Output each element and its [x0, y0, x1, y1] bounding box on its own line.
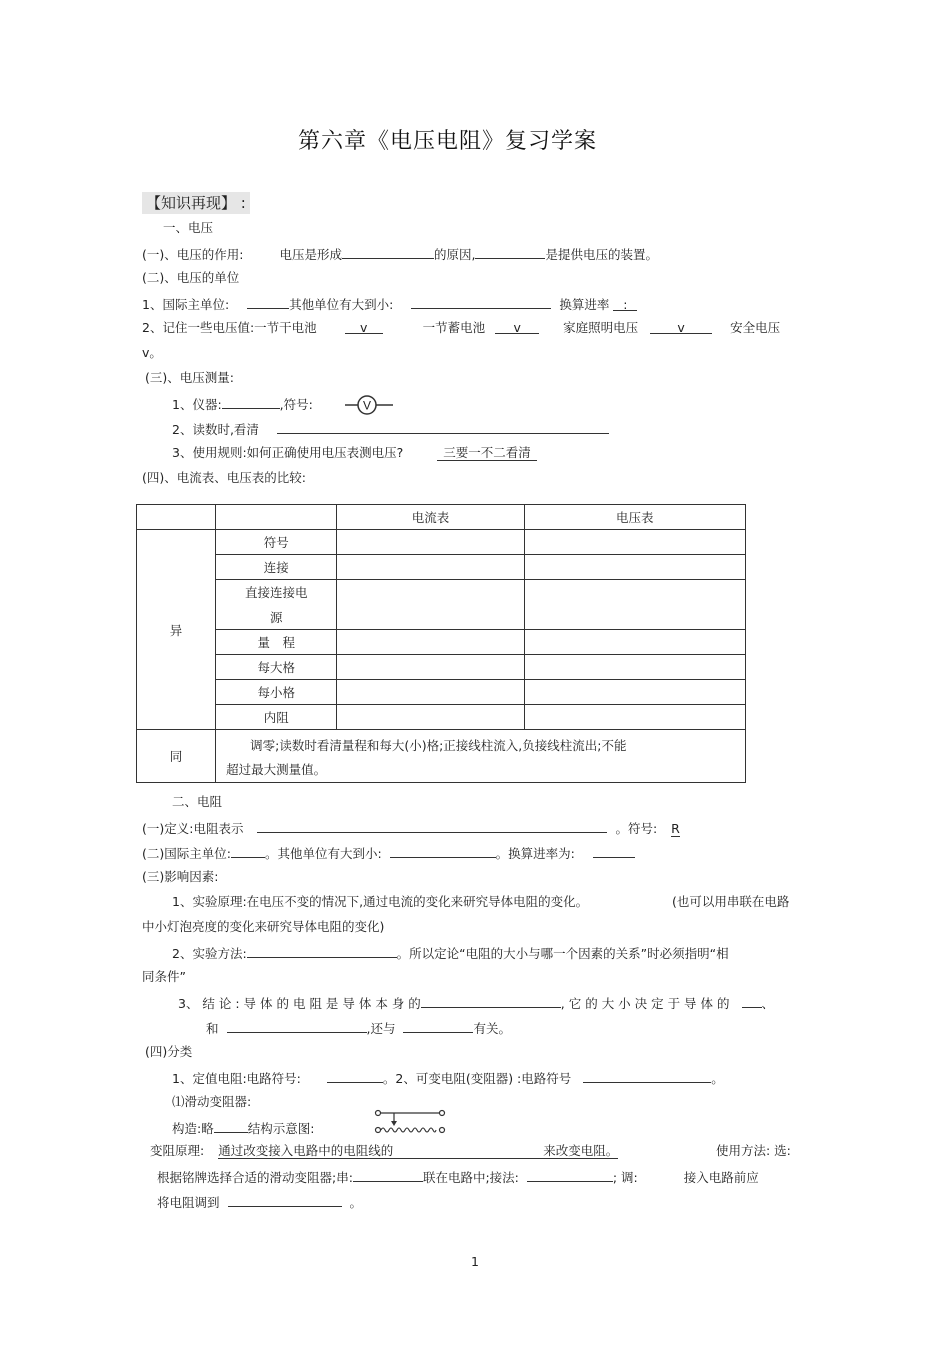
- unit-heading: (二)、电压的单位: [142, 270, 240, 285]
- blank[interactable]: [353, 1168, 423, 1182]
- conclusion-line2: [206, 1019, 511, 1037]
- measure-heading: (三)、电压测量:: [145, 370, 234, 385]
- exp-principle-line: 1、实验原理:在电压不变的情况下,通过电流的变化来研究导体电阻的变化。: [172, 894, 589, 909]
- compare-heading: (四)、电流表、电压表的比较:: [142, 470, 306, 485]
- reading-label: 2、读数时,看清: [172, 422, 259, 437]
- row-label: 直接连接电: [216, 580, 337, 605]
- conclusion-label: 3、 结 论 : 导 体 的 电 阻 是 导 体 本 身 的: [178, 996, 421, 1011]
- usage-line: [157, 1168, 759, 1186]
- conversion-label: 换算进率: [559, 297, 610, 312]
- classify-heading: (四)分类: [145, 1044, 193, 1059]
- symbol-label: 。符号:: [615, 821, 658, 836]
- voltage-role-line: [142, 245, 658, 263]
- row-label: 每大格: [216, 655, 337, 680]
- usage-answer: 三要一不二看清: [437, 445, 537, 461]
- comparison-table: [136, 504, 746, 783]
- usage-question: 3、使用规则:如何正确使用电压表测电压?: [172, 445, 404, 460]
- same-text: [216, 730, 746, 783]
- conclusion-end: 、: [761, 996, 775, 1011]
- table-cell[interactable]: [337, 705, 524, 730]
- classify-line: [172, 1069, 724, 1087]
- usage-method-label: 使用方法: 选:: [716, 1143, 791, 1158]
- other-units-label: 其他单位有大到小:: [289, 297, 394, 312]
- row-label: 量 程: [216, 630, 337, 655]
- other-label: 。其他单位有大到小:: [264, 846, 382, 861]
- method-tail-cont: 同条件”: [142, 969, 186, 984]
- same-text-line2: 超过最大测量值。: [226, 762, 327, 777]
- table-cell[interactable]: [524, 655, 745, 680]
- blank[interactable]: [345, 320, 383, 334]
- table-cell[interactable]: [524, 680, 745, 705]
- si-unit-label: 1、国际主单位:: [142, 297, 230, 312]
- usage-select-text: 根据铭牌选择合适的滑动变阻器;串:: [157, 1170, 353, 1185]
- voltmeter-symbol: [343, 394, 395, 416]
- safe-voltage-label: 安全电压: [730, 320, 781, 335]
- unit-v-end: v。: [142, 345, 162, 360]
- exp-principle-note: (也可以用串联在电路: [672, 894, 790, 909]
- resistance-unit-line: [142, 844, 635, 862]
- symbol-label: ,符号:: [279, 397, 313, 412]
- blank[interactable]: [214, 1119, 248, 1133]
- table-cell: [137, 505, 216, 530]
- diagram-label: 结构示意图:: [247, 1121, 315, 1136]
- blank[interactable]: [228, 1193, 342, 1207]
- blank[interactable]: [742, 994, 762, 1008]
- table-cell[interactable]: [337, 655, 524, 680]
- unit-v: v: [513, 320, 521, 335]
- colon: :: [623, 297, 628, 312]
- table-cell[interactable]: [337, 530, 524, 555]
- table-cell[interactable]: [337, 580, 524, 630]
- period: 。: [711, 1071, 724, 1086]
- fixed-resistor-label: 1、定值电阻:电路符号:: [172, 1071, 301, 1086]
- table-cell[interactable]: [524, 555, 745, 580]
- blank[interactable]: [421, 994, 561, 1008]
- diff-label: 异: [137, 530, 216, 730]
- table-cell[interactable]: [524, 530, 745, 555]
- rheostat-diagram: [372, 1108, 448, 1138]
- usage-adjust-label: ; 调:: [612, 1170, 638, 1185]
- resistance-heading: 二、电阻: [172, 794, 223, 809]
- slide-rheostat-heading: ⑴滑动变阻器:: [172, 1094, 252, 1109]
- structure-line: [172, 1119, 314, 1137]
- blank[interactable]: [231, 844, 265, 858]
- voltage-role-text2: 的原因,: [433, 247, 476, 262]
- table-cell[interactable]: [337, 555, 524, 580]
- blank[interactable]: [277, 420, 609, 434]
- method-tail: 。所以定论“电阻的大小与哪一个因素的关系”时必须指明“相: [396, 946, 729, 961]
- voltage-role-text1: 电压是形成: [279, 247, 342, 262]
- voltage-values-line: [142, 320, 780, 336]
- table-cell[interactable]: [524, 580, 745, 630]
- usage-before-text: 接入电路前应: [683, 1170, 759, 1185]
- conclusion-mid: , 它 的 大 小 决 定 于 导 体 的: [560, 996, 730, 1011]
- instrument-line: [172, 395, 313, 413]
- unit-v: v: [359, 320, 368, 335]
- same-text-line1: 调零;读数时看清量程和每大(小)格;正接线柱流入,负接线柱流出;不能: [250, 738, 627, 753]
- usage-series-text: 联在电路中;接法:: [422, 1170, 519, 1185]
- row-label: 每小格: [216, 680, 337, 705]
- table-cell[interactable]: [337, 630, 524, 655]
- also-label: ,还与: [366, 1021, 396, 1036]
- factors-heading: (三)影响因素:: [142, 869, 219, 884]
- blank[interactable]: [247, 944, 397, 958]
- related-label: 有关。: [473, 1021, 511, 1036]
- section-header: 【知识再现】 :: [142, 192, 250, 214]
- household-label: 家庭照明电压: [563, 320, 639, 335]
- blank[interactable]: [613, 297, 637, 311]
- table-cell[interactable]: [524, 705, 745, 730]
- blank[interactable]: [327, 1069, 383, 1083]
- blank[interactable]: [495, 320, 539, 334]
- si-unit-line: [142, 295, 637, 313]
- row-label: 内阻: [216, 705, 337, 730]
- conv-label: 。换算进率为:: [495, 846, 575, 861]
- variable-resistor-label: 。2、可变电阻(变阻器) :电路符号: [382, 1071, 572, 1086]
- col-header-voltmeter: 电压表: [524, 505, 745, 530]
- unit-v: v: [677, 320, 685, 335]
- row-label: 连接: [216, 555, 337, 580]
- definition-label: (一)定义:电阻表示: [142, 821, 244, 836]
- usage-line2: [157, 1193, 362, 1211]
- method-line: [172, 944, 729, 962]
- instrument-label: 1、仪器:: [172, 397, 222, 412]
- principle-line: [150, 1143, 618, 1159]
- blank[interactable]: [411, 295, 551, 309]
- table-cell: [216, 505, 337, 530]
- blank[interactable]: [390, 844, 496, 858]
- blank[interactable]: [527, 1168, 613, 1182]
- voltage-heading: 一、电压: [163, 220, 214, 235]
- definition-line: [142, 819, 680, 837]
- si-label: (二)国际主单位:: [142, 846, 231, 861]
- lead-battery-label: 一节蓄电池: [422, 320, 486, 335]
- voltage-role-text3: 是提供电压的装置。: [545, 247, 658, 262]
- col-header-ammeter: 电流表: [337, 505, 524, 530]
- structure-label: 构造:略: [172, 1121, 214, 1136]
- voltage-role-label: (一)、电压的作用:: [142, 247, 244, 262]
- blank[interactable]: [257, 819, 607, 833]
- blank[interactable]: [342, 245, 434, 259]
- reading-line: [172, 420, 609, 438]
- blank[interactable]: [227, 1019, 367, 1033]
- blank[interactable]: [583, 1069, 711, 1083]
- principle-text: 通过改变接入电路中的电阻线的 来改变电阻。: [218, 1143, 619, 1158]
- and-label: 和: [206, 1021, 219, 1036]
- blank[interactable]: [247, 295, 289, 309]
- page-number: 1: [471, 1254, 479, 1269]
- remember-label: 2、记住一些电压值:一节干电池: [142, 320, 317, 335]
- blank[interactable]: [475, 245, 545, 259]
- blank[interactable]: [650, 320, 712, 334]
- usage-line: [172, 445, 537, 461]
- page-title: 第六章《电压电阻》复习学案: [298, 129, 598, 154]
- table-cell[interactable]: [524, 630, 745, 655]
- blank[interactable]: [222, 395, 280, 409]
- method-label: 2、实验方法:: [172, 946, 247, 961]
- usage-set-text: 将电阻调到: [157, 1195, 220, 1210]
- period: 。: [349, 1195, 362, 1210]
- principle-label: 变阻原理:: [150, 1143, 205, 1158]
- table-cell[interactable]: [337, 680, 524, 705]
- conclusion-line: [178, 994, 774, 1012]
- exp-principle-note-cont: 中小灯泡亮度的变化来研究导体电阻的变化): [142, 919, 385, 934]
- blank[interactable]: [593, 844, 635, 858]
- symbol-r: R: [671, 821, 680, 836]
- blank[interactable]: [403, 1019, 473, 1033]
- same-label: 同: [137, 730, 216, 783]
- row-label: 源: [216, 605, 337, 630]
- row-label: 符号: [216, 530, 337, 555]
- meter-letter: V: [362, 398, 372, 413]
